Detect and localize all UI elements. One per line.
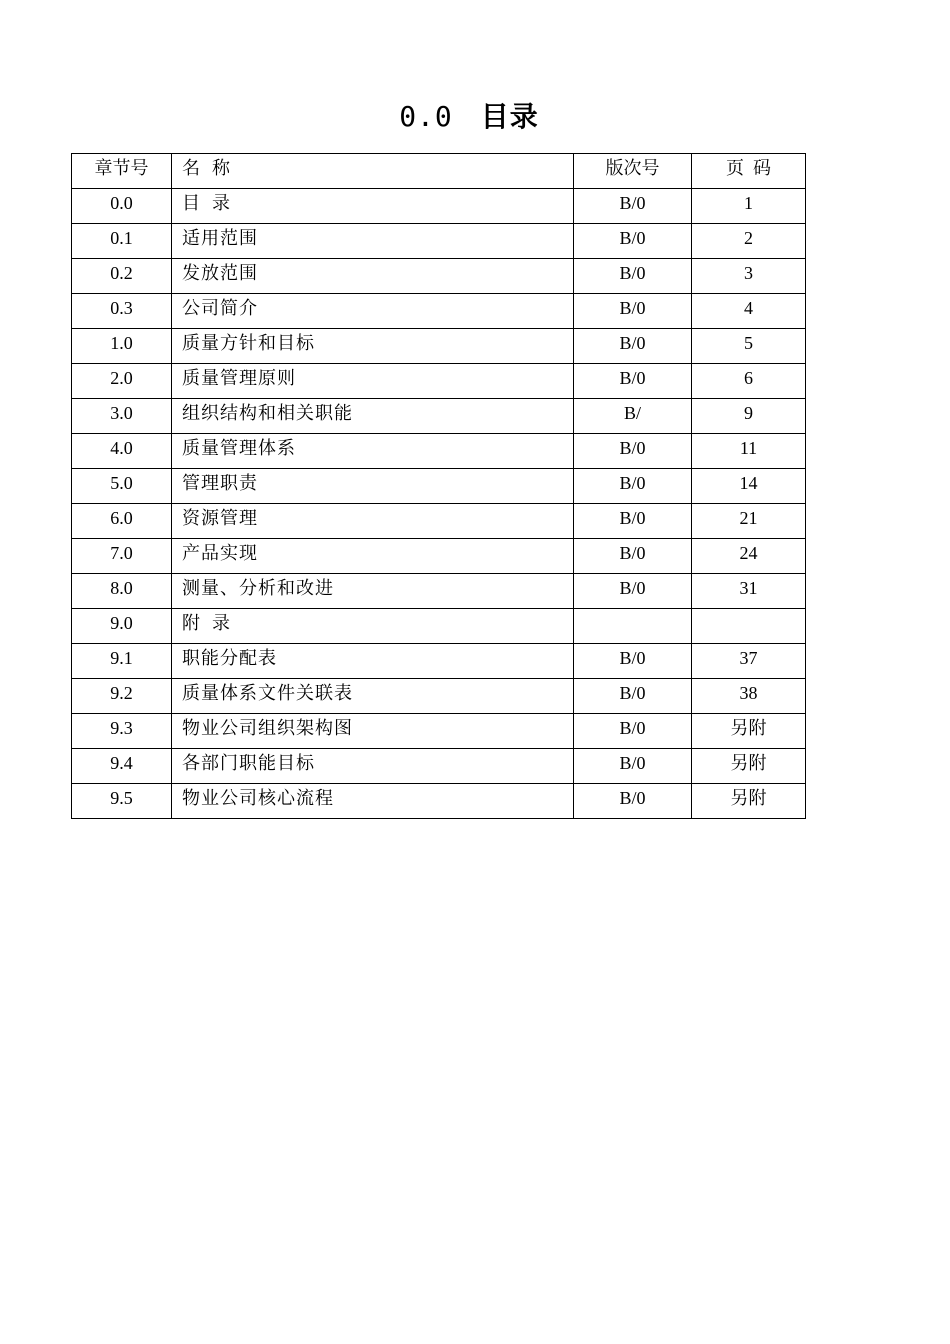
cell-page: 另附 — [692, 784, 806, 819]
cell-chapter: 7.0 — [72, 539, 172, 574]
cell-chapter: 9.0 — [72, 609, 172, 644]
table-row — [72, 364, 806, 399]
header-name: 名 称 — [172, 154, 574, 189]
cell-page: 6 — [692, 364, 806, 399]
cell-version: B/0 — [574, 469, 692, 504]
cell-version: B/0 — [574, 224, 692, 259]
cell-version: B/0 — [574, 294, 692, 329]
table-row — [72, 574, 806, 609]
table-row — [72, 399, 806, 434]
cell-page: 9 — [692, 399, 806, 434]
cell-page: 24 — [692, 539, 806, 574]
page-title — [0, 95, 938, 135]
cell-page: 2 — [692, 224, 806, 259]
cell-chapter: 0.0 — [72, 189, 172, 224]
cell-name: 质量方针和目标 — [172, 329, 574, 364]
cell-version: B/0 — [574, 364, 692, 399]
table-row — [72, 749, 806, 784]
cell-version: B/0 — [574, 329, 692, 364]
table-row — [72, 784, 806, 819]
cell-chapter: 9.4 — [72, 749, 172, 784]
cell-chapter: 9.1 — [72, 644, 172, 679]
table-row — [72, 539, 806, 574]
cell-page: 3 — [692, 259, 806, 294]
cell-chapter: 5.0 — [72, 469, 172, 504]
cell-page: 14 — [692, 469, 806, 504]
cell-version: B/0 — [574, 189, 692, 224]
cell-page: 37 — [692, 644, 806, 679]
cell-version: B/0 — [574, 749, 692, 784]
cell-version: B/ — [574, 399, 692, 434]
cell-name: 物业公司核心流程 — [172, 784, 574, 819]
header-chapter: 章节号 — [72, 154, 172, 189]
cell-page: 5 — [692, 329, 806, 364]
cell-page: 38 — [692, 679, 806, 714]
cell-chapter: 2.0 — [72, 364, 172, 399]
table-row — [72, 294, 806, 329]
cell-version: B/0 — [574, 504, 692, 539]
cell-page: 11 — [692, 434, 806, 469]
table-row — [72, 609, 806, 644]
toc-header-row — [72, 154, 806, 189]
cell-name: 管理职责 — [172, 469, 574, 504]
cell-page — [692, 609, 806, 644]
table-row — [72, 679, 806, 714]
cell-page: 31 — [692, 574, 806, 609]
cell-name: 职能分配表 — [172, 644, 574, 679]
header-page: 页 码 — [692, 154, 806, 189]
table-row — [72, 189, 806, 224]
toc-table — [71, 153, 806, 819]
cell-chapter: 6.0 — [72, 504, 172, 539]
table-row — [72, 714, 806, 749]
cell-version: B/0 — [574, 539, 692, 574]
table-row — [72, 504, 806, 539]
cell-chapter: 3.0 — [72, 399, 172, 434]
table-row — [72, 469, 806, 504]
cell-version: B/0 — [574, 644, 692, 679]
cell-name: 资源管理 — [172, 504, 574, 539]
cell-name: 质量体系文件关联表 — [172, 679, 574, 714]
cell-name: 公司简介 — [172, 294, 574, 329]
table-row — [72, 329, 806, 364]
cell-chapter: 1.0 — [72, 329, 172, 364]
cell-version — [574, 609, 692, 644]
cell-chapter: 9.2 — [72, 679, 172, 714]
table-row — [72, 259, 806, 294]
cell-version: B/0 — [574, 259, 692, 294]
cell-name: 物业公司组织架构图 — [172, 714, 574, 749]
title-number: 0.0 — [399, 100, 453, 133]
header-version: 版次号 — [574, 154, 692, 189]
cell-name: 产品实现 — [172, 539, 574, 574]
cell-page: 另附 — [692, 749, 806, 784]
cell-page: 1 — [692, 189, 806, 224]
cell-name: 适用范围 — [172, 224, 574, 259]
cell-version: B/0 — [574, 574, 692, 609]
cell-name: 各部门职能目标 — [172, 749, 574, 784]
cell-chapter: 8.0 — [72, 574, 172, 609]
cell-name: 发放范围 — [172, 259, 574, 294]
cell-name: 质量管理原则 — [172, 364, 574, 399]
cell-name: 测量、分析和改进 — [172, 574, 574, 609]
table-row — [72, 434, 806, 469]
table-row — [72, 224, 806, 259]
cell-page: 21 — [692, 504, 806, 539]
cell-chapter: 9.3 — [72, 714, 172, 749]
cell-name: 组织结构和相关职能 — [172, 399, 574, 434]
cell-version: B/0 — [574, 434, 692, 469]
cell-version: B/0 — [574, 714, 692, 749]
cell-chapter: 0.3 — [72, 294, 172, 329]
cell-page: 4 — [692, 294, 806, 329]
cell-version: B/0 — [574, 679, 692, 714]
cell-version: B/0 — [574, 784, 692, 819]
cell-name: 质量管理体系 — [172, 434, 574, 469]
cell-chapter: 4.0 — [72, 434, 172, 469]
cell-chapter: 0.1 — [72, 224, 172, 259]
cell-name: 附 录 — [172, 609, 574, 644]
cell-chapter: 9.5 — [72, 784, 172, 819]
table-row — [72, 644, 806, 679]
toc-body — [72, 189, 806, 819]
title-text: 目录 — [480, 100, 539, 133]
cell-name: 目 录 — [172, 189, 574, 224]
cell-page: 另附 — [692, 714, 806, 749]
cell-chapter: 0.2 — [72, 259, 172, 294]
